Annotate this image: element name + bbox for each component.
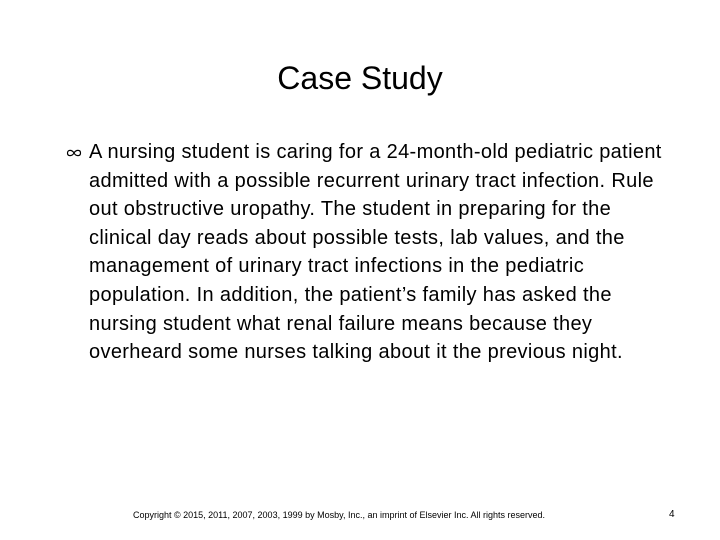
page-number: 4 — [669, 509, 675, 520]
bullet-text: A nursing student is caring for a 24-month-old pediatric patient admitted with a possible recurrent urinary tract infection. Rule out obstructive uropathy. The student in preparing for the clinical day reads about possible tests, lab values, and the management of urinary tract infections in the pediatric population. In addition, the patient’s family has asked the nursing student what renal failure means because they overheard some nurses talking about it the previous night. — [89, 141, 662, 364]
copyright-footer: Copyright © 2015, 2011, 2007, 2003, 1999 by Mosby, Inc., an imprint of Elsevier Inc. All rights reserved. — [133, 510, 546, 520]
infinity-bullet-icon — [66, 146, 82, 158]
slide-title: Case Study — [277, 60, 443, 96]
